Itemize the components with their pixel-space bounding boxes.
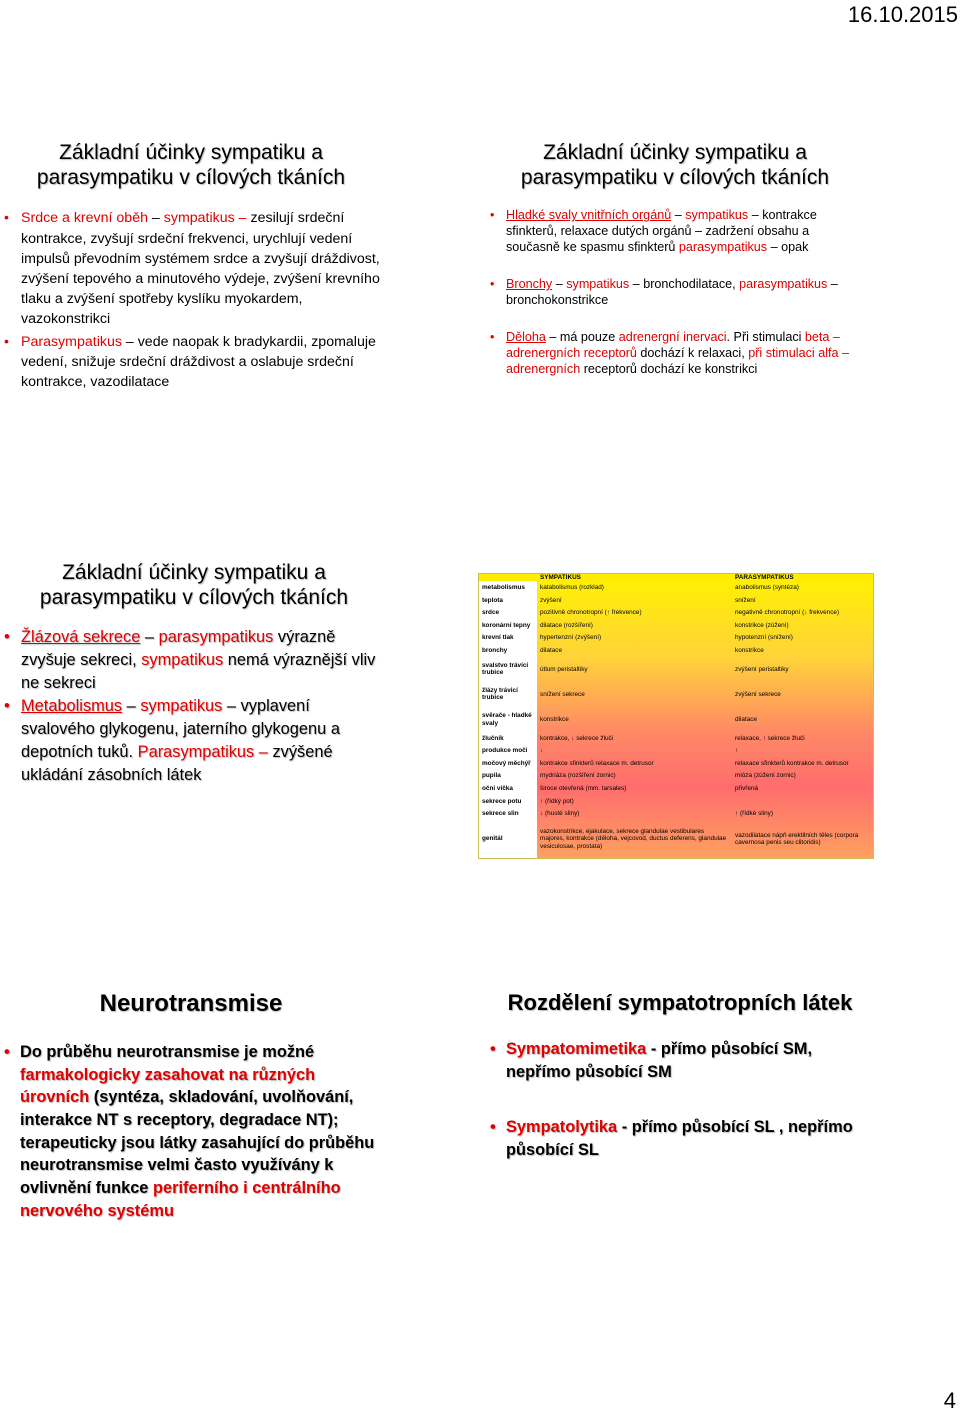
parasympatikus-cell: anabolismus (syntéza) — [735, 583, 799, 591]
sympatikus-cell: kontrakce sfinkterů relaxace m. detrusor — [540, 759, 654, 767]
row-label: svalstvo trávící trubice — [479, 657, 537, 682]
sympatikus-cell: pozitivně chronotropní (↑ frekvence) — [540, 609, 642, 617]
bullet-metabolism — [4, 695, 380, 787]
sympatikus-cell: vazokonstrikce, ejakulace, sekrece glandulae vestibulares majores, kontrakce (děloha, vejcovod, ductus deferens, glandulae vesiculosae, prostata) — [540, 827, 727, 850]
sym-term: sympatikus — [141, 651, 224, 670]
table-row — [479, 657, 873, 682]
parasympatikus-cell: negativně chronotropní (↓ frekvence) — [735, 609, 840, 617]
parasympatikus-cell: dilatace — [735, 715, 758, 723]
text: dochází k relaxaci, — [636, 345, 749, 360]
sym-term: sympatikus — [685, 208, 749, 223]
sympatikus-cell: široce otevřená (mm. tarsales) — [540, 785, 627, 793]
bullet-sympatolytika — [490, 1116, 870, 1161]
parasympatikus-cell: relaxace, ↑ sekrece žluči — [735, 734, 805, 742]
text: – vyplavení svalového glykogenu, jaterního glykogenu a depotních tuků. — [21, 697, 340, 762]
slide-3-bullets — [4, 626, 380, 787]
sympatikus-cell: zvýšení — [540, 596, 562, 604]
header-empty — [479, 574, 537, 581]
table-row — [479, 607, 873, 620]
text: nemá výraznější vliv ne sekreci — [21, 651, 376, 693]
parasympatikus-cell: ↑ — [735, 747, 739, 755]
table-row — [479, 795, 873, 808]
sympatikus-cell: ↓ — [540, 747, 544, 755]
sym-term: sympatikus — [140, 697, 223, 716]
slide-3 — [0, 560, 380, 787]
sympatikus-cell: dilatace (rozšíření) — [540, 621, 593, 629]
slide-1-bullets — [4, 208, 380, 392]
text: – bronchodilatace, — [629, 277, 740, 292]
sympatikus-cell: mydriáza (rozšíření zornic) — [540, 772, 616, 780]
bullet-heart-sym: sympatikus – — [163, 210, 247, 227]
bullet-parasym-text: – vede naopak k bradykardii, zpomaluje vedení, snižuje srdeční dráždivost a oslabuje srdeční kontrakce, vazodilatace — [21, 333, 376, 390]
bullet-bronchi — [490, 277, 860, 308]
parasympatikus-cell: konstrikce (zúžení) — [735, 621, 789, 629]
text: . Při stimulaci — [726, 330, 805, 345]
sympatikus-cell: útlum peristaltiky — [540, 665, 588, 673]
row-label: produkce moči — [479, 745, 537, 758]
table-body — [479, 581, 873, 858]
sympatikus-cell: ↓ (husté sliny) — [540, 810, 580, 818]
para-term: Parasympatikus – — [137, 743, 268, 762]
text: – má pouze — [545, 330, 619, 345]
bullet-parasym-head: Parasympatikus — [21, 333, 122, 350]
adr-term: adrenergní inervaci — [618, 330, 727, 345]
row-label: sekrece slin — [479, 808, 537, 821]
metabolism-head: Metabolismus — [21, 697, 123, 716]
bullet-uterus — [490, 330, 860, 377]
slide-5-bullets — [4, 1041, 380, 1223]
row-label: teplota — [479, 594, 537, 607]
parasympatikus-cell: ↑ (řídké sliny) — [735, 810, 773, 818]
uterus-head: Děloha — [506, 330, 546, 345]
row-label: sekrece potu — [479, 795, 537, 808]
para-term: parasympatikus — [739, 277, 828, 292]
bullet-sympatomimetika — [490, 1038, 870, 1083]
sympatomimetika-head: Sympatomimetika — [506, 1040, 647, 1059]
parasympatikus-cell: hypotenzní (snížení) — [735, 634, 793, 642]
text: – — [140, 628, 159, 647]
table-row — [479, 682, 873, 707]
page-number: 4 — [943, 1388, 956, 1413]
effects-table-grid — [479, 574, 873, 858]
row-label: krevní tlak — [479, 632, 537, 645]
row-label: svěrače - hladké svaly — [479, 707, 537, 732]
parasympatikus-cell: konstrikce — [735, 646, 764, 654]
text: – — [671, 208, 686, 223]
sympatikus-cell: katabolismus (rozklad) — [540, 583, 604, 591]
sympatolytika-head: Sympatolytika — [506, 1117, 618, 1136]
bullet-heart — [4, 208, 380, 329]
bullet-parasym — [4, 332, 380, 393]
text: (syntéza, skladování, uvolňování, interakce NT s receptory, degradace NT); terapeuticky jsou látky zasahující do průběhu neurotransmise velmi často využívány k ovlivnění funkce — [20, 1088, 375, 1198]
slide-1 — [0, 140, 380, 392]
bullet-glands — [4, 626, 380, 695]
text: - přímo působící SM, nepřímo působící SM — [506, 1040, 813, 1082]
print-date: 16.10.2015 — [847, 2, 958, 27]
red-term: periferního i centrálního nervového systému — [20, 1179, 341, 1220]
bullet-smooth-muscle — [490, 208, 860, 255]
beta-term: beta – adrenergních receptorů — [506, 330, 840, 360]
parasympatikus-cell: vazodilatace nápň erektilních těles (corpora cavernosa penis seu clitoridis) — [735, 831, 859, 847]
sympatikus-cell: kontrakce, ↓ sekrece žluči — [540, 734, 614, 742]
header-sympatikus: SYMPATIKUS — [537, 574, 732, 581]
text: zvýšené ukládání zásobních látek — [21, 743, 333, 785]
parasympatikus-cell: mióza (zúžení zornic) — [735, 772, 796, 780]
row-label: pupila — [479, 770, 537, 783]
parasympatikus-cell: relaxace sfinkterů kontrakce m. detrusor — [735, 759, 849, 767]
bronchi-head: Bronchy — [506, 277, 553, 292]
slide-6 — [490, 990, 870, 1161]
bullet-heart-dash: – — [147, 210, 164, 227]
text: – kontrakce sfinkterů, relaxace dutých orgánů – zadržení obsahu a současně ke spasmu sfinkterů — [506, 208, 817, 254]
bullet-heart-head: Srdce a krevní oběh — [21, 210, 148, 227]
table-row — [479, 594, 873, 607]
table-row — [479, 581, 873, 594]
table-row — [479, 820, 873, 858]
table-row — [479, 808, 873, 821]
sympatikus-cell: snížení sekrece — [540, 690, 585, 698]
row-label: srdce — [479, 607, 537, 620]
header-parasympatikus: PARASYMPATIKUS — [732, 574, 873, 581]
parasympatikus-cell: zvýšení sekrece — [735, 690, 781, 698]
table-row — [479, 745, 873, 758]
sympatikus-cell: dilatace — [540, 646, 563, 654]
row-label: močový měchýř — [479, 757, 537, 770]
table-header-row — [479, 574, 873, 581]
text: – — [122, 697, 141, 716]
red-term: farmakologicky zasahovat na různých úrovních — [20, 1065, 316, 1107]
row-label: metabolismus — [479, 581, 537, 594]
slide-2-bullets — [490, 208, 860, 377]
table-row — [479, 707, 873, 732]
row-label: koronární tepny — [479, 619, 537, 632]
table-row — [479, 770, 873, 783]
glands-head: Žlázová sekrece — [21, 628, 141, 647]
slide-5 — [0, 990, 380, 1222]
text: receptorů dochází ke konstrikci — [580, 361, 758, 376]
text: - přímo působící SL , nepřímo působící SL — [506, 1117, 853, 1159]
table-row — [479, 619, 873, 632]
text: – bronchokonstrikce — [506, 277, 838, 307]
text: Do průběhu neurotransmise je možné — [20, 1042, 315, 1061]
table-row — [479, 644, 873, 657]
sym-term: sympatikus — [566, 277, 630, 292]
effects-table — [478, 573, 874, 859]
sympatikus-cell: ↑ (řídký pot) — [540, 797, 574, 805]
row-label: genitál — [479, 820, 537, 858]
slide-2 — [490, 140, 860, 377]
slide-5-title: Neurotransmise — [99, 990, 283, 1017]
slide-1-title: Základní účinky sympatiku a parasympatiku v cílových tkáních — [36, 141, 346, 190]
smooth-muscle-head: Hladké svaly vnitřních orgánů — [506, 208, 672, 223]
text: výrazně zvyšuje sekreci, — [21, 628, 336, 670]
alfa-term: při stimulaci alfa – adrenergních — [506, 345, 850, 376]
table-row — [479, 757, 873, 770]
row-label: oční víčka — [479, 782, 537, 795]
parasympatikus-cell: snížení — [735, 596, 756, 604]
para-term: parasympatikus — [678, 239, 768, 254]
sympatikus-cell: hypertenzní (zvýšení) — [540, 634, 602, 642]
sympatikus-cell: konstrikce — [540, 715, 569, 723]
row-label: žlázy trávicí trubice — [479, 682, 537, 707]
bullet-neurotransmission — [4, 1041, 380, 1223]
row-label: žlučník — [479, 732, 537, 745]
slide-6-bullets — [490, 1038, 870, 1161]
slide-6-title: Rozdělení sympatotropních látek — [507, 990, 853, 1015]
table-row — [479, 782, 873, 795]
table-row — [479, 732, 873, 745]
row-label: bronchy — [479, 644, 537, 657]
parasympatikus-cell — [732, 795, 873, 808]
slide-2-title: Základní účinky sympatiku a parasympatiku v cílových tkáních — [520, 141, 830, 190]
slide-3-title: Základní účinky sympatiku a parasympatiku v cílových tkáních — [39, 561, 349, 610]
parasympatikus-cell: zvýšení peristaltiky — [735, 665, 789, 673]
bullet-heart-text: zesilují srdeční kontrakce, zvyšují srdeční frekvenci, urychlují vedení impulsů převodním systémem srdce a zvyšují dráždivost, zvýšení tepového a minutového výdeje, zvýšení krevního tlaku a zvýšení spotřeby kyslíku myokardem, vazokonstrikci — [21, 210, 380, 328]
text: – — [552, 277, 567, 292]
parasympatikus-cell: přivřená — [735, 785, 759, 793]
text: – opak — [767, 239, 809, 254]
para-term: parasympatikus — [158, 628, 274, 647]
table-row — [479, 632, 873, 645]
